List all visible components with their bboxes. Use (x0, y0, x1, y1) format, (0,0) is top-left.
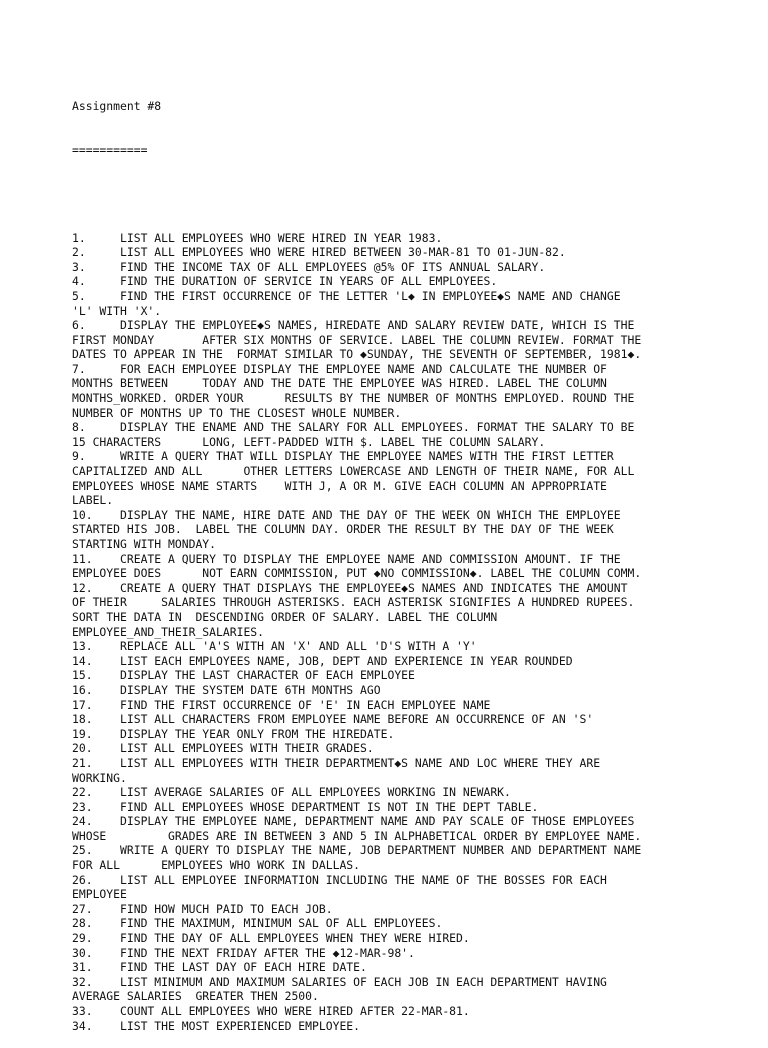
question-list (72, 231, 702, 1034)
document-title: Assignment #8 (72, 99, 162, 114)
question-item: 5. FIND THE FIRST OCCURRENCE OF THE LETTER 'L◆ IN EMPLOYEE◆S NAME AND CHANGE 'L' WITH 'X'. (72, 288, 621, 318)
question-item: 7. FOR EACH EMPLOYEE DISPLAY THE EMPLOYEE NAME AND CALCULATE THE NUMBER OF MONTHS BETWEEN TODAY AND THE DATE THE EMPLOYEE WAS HIRED. LABEL THE COLUMN MONTHS_WORKED. ORDER YOUR RESULTS BY THE NUMBER OF MONTHS EMPLOYED. ROUND THE NUMBER OF MONTHS UP TO THE CLOSEST WHOLE NUMBER. (72, 361, 635, 420)
question-item: 6. DISPLAY THE EMPLOYEE◆S NAMES, HIREDATE AND SALARY REVIEW DATE, WHICH IS THE FIRST MONDAY AFTER SIX MONTHS OF SERVICE. LABEL THE COLUMN REVIEW. FORMAT THE DATES TO APPEAR IN THE FORMAT SIMILAR TO ◆SUNDAY, THE SEVENTH OF SEPTEMBER, 1981◆. (72, 318, 642, 362)
question-item: 30. FIND THE NEXT FRIDAY AFTER THE ◆12-MAR-98'. (72, 945, 415, 960)
question-item: 16. DISPLAY THE SYSTEM DATE 6TH MONTHS AGO (72, 682, 381, 697)
question-item: 15. DISPLAY THE LAST CHARACTER OF EACH EMPLOYEE (72, 668, 415, 683)
question-item: 8. DISPLAY THE ENAME AND THE SALARY FOR ALL EMPLOYEES. FORMAT THE SALARY TO BE 15 CHARACTERS LONG, LEFT-PADDED WITH $. LABEL THE COLUMN SALARY. (72, 420, 635, 449)
question-item: 1. LIST ALL EMPLOYEES WHO WERE HIRED IN YEAR 1983. (72, 230, 443, 245)
question-item: 28. FIND THE MAXIMUM, MINIMUM SAL OF ALL EMPLOYEES. (72, 916, 443, 931)
question-item: 31. FIND THE LAST DAY OF EACH HIRE DATE. (72, 960, 367, 975)
question-item: 29. FIND THE DAY OF ALL EMPLOYEES WHEN THEY WERE HIRED. (72, 931, 470, 946)
question-item: 23. FIND ALL EMPLOYEES WHOSE DEPARTMENT IS NOT IN THE DEPT TABLE. (72, 799, 539, 814)
question-item: 20. LIST ALL EMPLOYEES WITH THEIR GRADES. (72, 741, 374, 756)
question-item: 26. LIST ALL EMPLOYEE INFORMATION INCLUDING THE NAME OF THE BOSSES FOR EACH EMPLOYEE (72, 872, 607, 902)
question-item: 33. COUNT ALL EMPLOYEES WHO WERE HIRED AFTER 22-MAR-81. (72, 1004, 470, 1018)
question-item: 13. REPLACE ALL 'A'S WITH AN 'X' AND ALL 'D'S WITH A 'Y' (72, 639, 477, 654)
question-item: 22. LIST AVERAGE SALARIES OF ALL EMPLOYEES WORKING IN NEWARK. (72, 785, 511, 800)
question-item: 32. LIST MINIMUM AND MAXIMUM SALARIES OF EACH JOB IN EACH DEPARTMENT HAVING AVERAGE SALARIES GREATER THEN 2500. (72, 974, 607, 1004)
question-item: 14. LIST EACH EMPLOYEES NAME, JOB, DEPT AND EXPERIENCE IN YEAR ROUNDED (72, 653, 573, 668)
question-item: 17. FIND THE FIRST OCCURRENCE OF 'E' IN EACH EMPLOYEE NAME (72, 697, 491, 712)
question-item: 27. FIND HOW MUCH PAID TO EACH JOB. (72, 901, 333, 916)
question-item: 34. LIST THE MOST EXPERIENCED EMPLOYEE. (72, 1018, 361, 1033)
question-item: 21. LIST ALL EMPLOYEES WITH THEIR DEPARTMENT◆S NAME AND LOC WHERE THEY ARE WORKING. (72, 755, 601, 785)
question-item: 4. FIND THE DURATION OF SERVICE IN YEARS OF ALL EMPLOYEES. (72, 274, 498, 289)
question-item: 3. FIND THE INCOME TAX OF ALL EMPLOYEES @5% OF ITS ANNUAL SALARY. (72, 259, 546, 274)
question-item: 24. DISPLAY THE EMPLOYEE NAME, DEPARTMENT NAME AND PAY SCALE OF THOSE EMPLOYEES WHOSE GRADES ARE IN BETWEEN 3 AND 5 IN ALPHABETICAL ORDER BY EMPLOYEE NAME. (72, 814, 642, 843)
blank-line (72, 187, 702, 202)
question-item: 10. DISPLAY THE NAME, HIRE DATE AND THE DAY OF THE WEEK ON WHICH THE EMPLOYEE STARTED HIS JOB. LABEL THE COLUMN DAY. ORDER THE RESULT BY THE DAY OF THE WEEK STARTING WITH MONDAY. (72, 507, 621, 551)
question-item: 12. CREATE A QUERY THAT DISPLAYS THE EMPLOYEE◆S NAMES AND INDICATES THE AMOUNT OF THEIR SALARIES THROUGH ASTERISKS. EACH ASTERISK SIGNIFIES A HUNDRED RUPEES. SORT THE DATA IN DESCENDING ORDER OF SALARY. LABEL THE COLUMN EMPLOYEE_AND_THEIR_SALARIES. (72, 580, 635, 639)
question-item: 18. LIST ALL CHARACTERS FROM EMPLOYEE NAME BEFORE AN OCCURRENCE OF AN 'S' (72, 712, 594, 727)
question-item: 9. WRITE A QUERY THAT WILL DISPLAY THE EMPLOYEE NAMES WITH THE FIRST LETTER CAPITALIZED AND ALL OTHER LETTERS LOWERCASE AND LENGTH OF THEIR NAME, FOR ALL EMPLOYEES WHOSE NAME STARTS WITH J, A OR M. GIVE EACH COLUMN AN APPROPRIATE LABEL. (72, 449, 635, 508)
question-item: 11. CREATE A QUERY TO DISPLAY THE EMPLOYEE NAME AND COMMISSION AMOUNT. IF THE EMPLOYEE DOES NOT EARN COMMISSION, PUT ◆NO COMMISSION◆. LABEL THE COLUMN COMM. (72, 551, 642, 581)
question-item: 25. WRITE A QUERY TO DISPLAY THE NAME, JOB DEPARTMENT NUMBER AND DEPARTMENT NAME FOR ALL EMPLOYEES WHO WORK IN DALLAS. (72, 843, 642, 873)
document-page (72, 70, 702, 1048)
question-item: 19. DISPLAY THE YEAR ONLY FROM THE HIREDATE. (72, 726, 395, 741)
question-item: 2. LIST ALL EMPLOYEES WHO WERE HIRED BETWEEN 30-MAR-81 TO 01-JUN-82. (72, 245, 566, 260)
title-underline: =========== (72, 142, 148, 157)
